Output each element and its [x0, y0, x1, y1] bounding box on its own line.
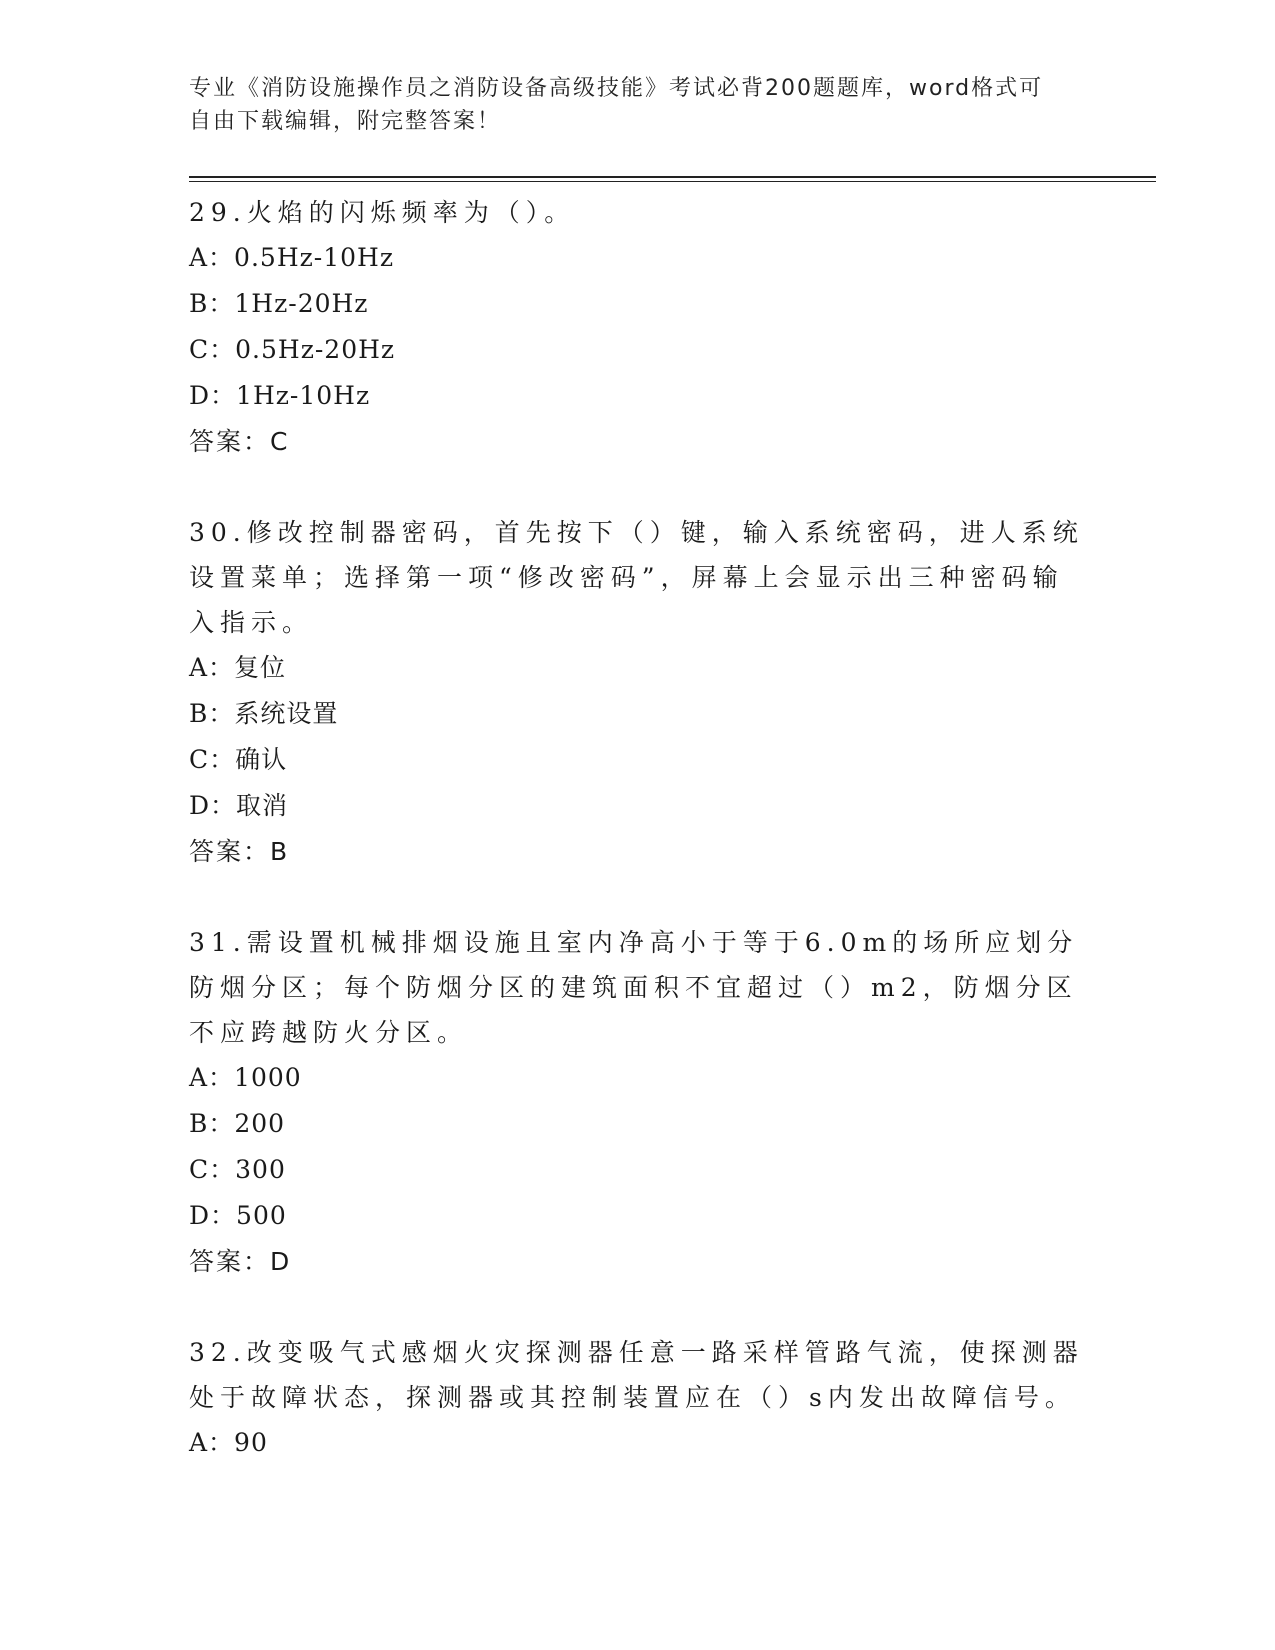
question-stem: 32.改变吸气式感烟火灾探测器任意一路采样管路气流，使探测器处于故障状态，探测器或其控制装置应在（）s内发出故障信号。 [189, 1338, 1084, 1412]
answer: 答案：C [189, 427, 290, 456]
question-stem: 29.火焰的闪烁频率为（）。 [189, 198, 576, 227]
option-c: C：0.5Hz-20Hz [189, 335, 396, 364]
option-b: B：系统设置 [189, 699, 339, 728]
option-a: A：复位 [189, 653, 287, 682]
answer: 答案：D [189, 1247, 292, 1276]
option-a: A：0.5Hz-10Hz [189, 243, 395, 272]
option-b: B：1Hz-20Hz [189, 289, 369, 318]
option-c: C：确认 [189, 745, 288, 774]
option-d: D：1Hz-10Hz [189, 381, 371, 410]
question-list [189, 190, 1089, 1511]
answer: 答案：B [189, 837, 290, 866]
option-a: A：90 [189, 1428, 268, 1457]
question-30 [189, 510, 1089, 875]
option-d: D：500 [189, 1201, 287, 1230]
question-31 [189, 920, 1089, 1285]
header-divider [189, 176, 1156, 182]
option-c: C：300 [189, 1155, 286, 1184]
option-a: A：1000 [189, 1063, 302, 1092]
page-header [189, 72, 1089, 138]
header-line-2: 自由下载编辑，附完整答案！ [189, 109, 502, 134]
question-stem: 30.修改控制器密码，首先按下（）键，输入系统密码，进人系统设置菜单；选择第一项“修改密码”，屏幕上会显示出三种密码输入指示。 [189, 518, 1084, 637]
header-line-1: 专业《消防设施操作员之消防设备高级技能》考试必背200题题库，word格式可 [189, 76, 1044, 101]
question-29 [189, 190, 1089, 465]
question-stem: 31.需设置机械排烟设施且室内净高小于等于6.0m的场所应划分防烟分区；每个防烟分区的建筑面积不宜超过（）m2，防烟分区不应跨越防火分区。 [189, 928, 1079, 1047]
option-b: B：200 [189, 1109, 286, 1138]
option-d: D：取消 [189, 791, 289, 820]
question-32 [189, 1330, 1089, 1466]
